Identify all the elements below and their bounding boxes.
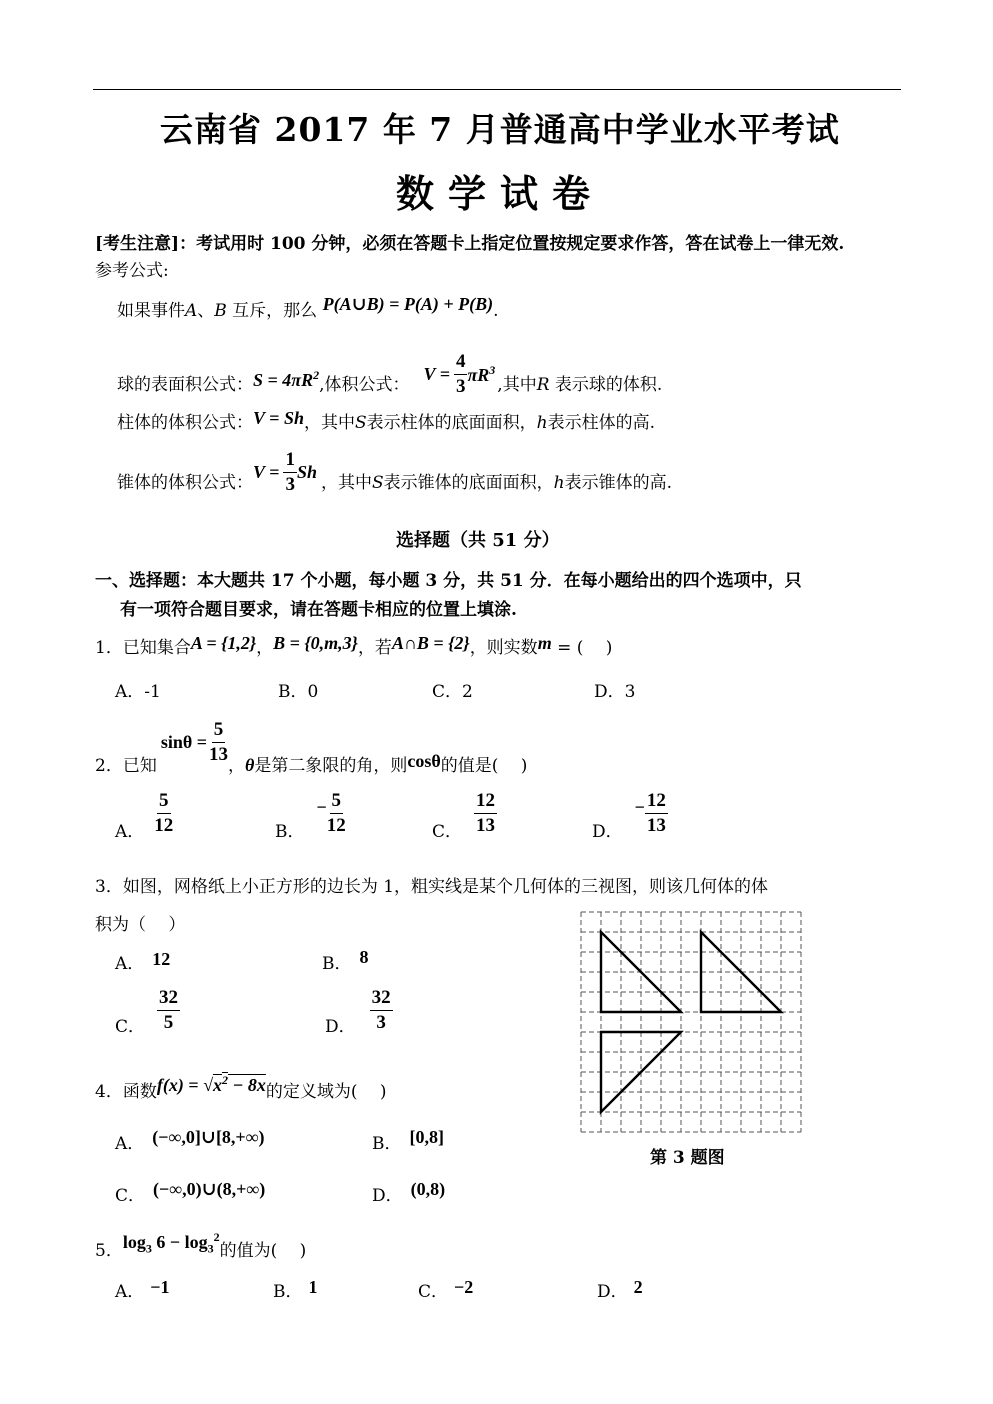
q2-option-b[interactable]: B． − $\frac{5}{12}$ [275,790,346,842]
q1-option-b[interactable]: B．0 [278,682,319,702]
formula-union-sep: 、 [197,301,215,321]
formula-union-prefix: 如果事件 [117,301,185,321]
q1-option-c[interactable]: C．2 [432,682,473,702]
sphere-mid: ,体积公式： [319,375,410,395]
question-5: 5．$\log_3 6 - \log_3^2$的值为( ) [95,1230,307,1261]
formula-union-expr: P(A∪B) = P(A) + P(B) [322,294,494,314]
sphere-end: ,其中R 表示球的体积. [497,375,663,395]
q3-option-c[interactable]: C． $\frac{32}{5}$ [115,987,179,1037]
notice-text: ：考试用时 100 分钟，必须在答题卡上指定位置按规定要求作答，答在试卷上一律无效. [179,234,845,254]
question-4: 4．函数$f(x) = √x^2 - 8x$的定义域为( ) [95,1073,387,1102]
q3-three-view-figure [575,908,805,1136]
q3-option-a[interactable]: A． 12 [115,949,171,974]
formula-union-mid: 互斥，那么 [226,301,318,321]
page-subtitle: 数学试卷 [396,171,605,216]
q4-option-a[interactable]: A． (−∞,0]∪[8,+∞) [115,1127,265,1154]
q5-option-d[interactable]: D． 2 [597,1277,643,1302]
sphere-area-expr: $S = 4\pi R^2$ [253,368,320,390]
q4-option-c[interactable]: C． (−∞,0)∪(8,+∞) [115,1179,266,1206]
sphere-volume-expr: V = $\frac{4}{3}$ $\pi R^3$ [423,351,496,397]
q4-option-b[interactable]: B． [0,8] [372,1127,444,1154]
formula-sphere [117,352,662,399]
q2-option-d[interactable]: D． − $\frac{12}{13}$ [592,790,666,842]
q3-option-d[interactable]: D． $\frac{32}{3}$ [325,987,391,1037]
sphere-label: 球的表面积公式： [117,375,253,395]
notice [95,229,844,254]
q3-figure-caption: 第 3 题图 [650,1148,725,1168]
prism-expr: V = Sh [253,408,304,428]
question-3-line-2: 积为（ ） [95,915,186,935]
page-title: 云南省 2017 年 7 月普通高中学业水平考试 [160,110,840,149]
cone-label: 锥体的体积公式： [117,473,253,493]
q1-option-a[interactable]: A．-1 [115,682,161,702]
q1-option-d[interactable]: D．3 [594,682,636,702]
section-instr-2: 有一项符合题目要求，请在答题卡相应的位置上填涂. [120,600,517,620]
notice-label: [考生注意] [95,234,180,254]
q2-option-c[interactable]: C． $\frac{12}{13}$ [432,790,496,842]
question-3-line-1: 3．如图，网格纸上小正方形的边长为 1，粗实线是某个几何体的三视图，则该几何体的体 [95,877,769,897]
formula-union-end: . [493,301,499,321]
formula-cone: 锥体的体积公式： V = $\frac{1}{3}$ Sh ，其中S表示锥体的底面面积，h表示锥体的高. [117,449,672,495]
formula-union-a: A [185,301,198,321]
q3-option-b[interactable]: B． 8 [322,947,369,974]
cone-expr: V = $\frac{1}{3}$ Sh [253,449,317,495]
question-2: 2．已知 sinθ = $\frac{5}{13}$ ，θ是第二象限的角，则cosθ的值是( ) [95,719,528,776]
q5-option-b[interactable]: B． 1 [273,1277,318,1302]
formula-union-b: B [214,301,227,321]
formula-heading: 参考公式: [95,261,169,281]
section-title: 选择题（共 51 分） [396,530,560,551]
formula-prism: 柱体的体积公式：V = Sh，其中S表示柱体的底面面积，h表示柱体的高. [117,408,655,433]
q5-option-c[interactable]: C． −2 [418,1277,474,1302]
formula-union [117,296,499,321]
q5-option-a[interactable]: A． −1 [115,1277,170,1302]
top-rule [93,89,901,90]
section-instr-1: 一、选择题：本大题共 17 个小题，每小题 3 分，共 51 分．在每小题给出的四个选项中，只 [95,571,802,591]
q4-option-d[interactable]: D． (0,8) [372,1179,446,1206]
prism-label: 柱体的体积公式： [117,413,253,433]
question-1: 1．已知集合A = {1,2}，B = {0,m,3}，若A∩B = {2}，则实数m = ( ) [95,633,613,658]
q2-option-a[interactable]: A． $\frac{5}{12}$ [115,790,174,842]
